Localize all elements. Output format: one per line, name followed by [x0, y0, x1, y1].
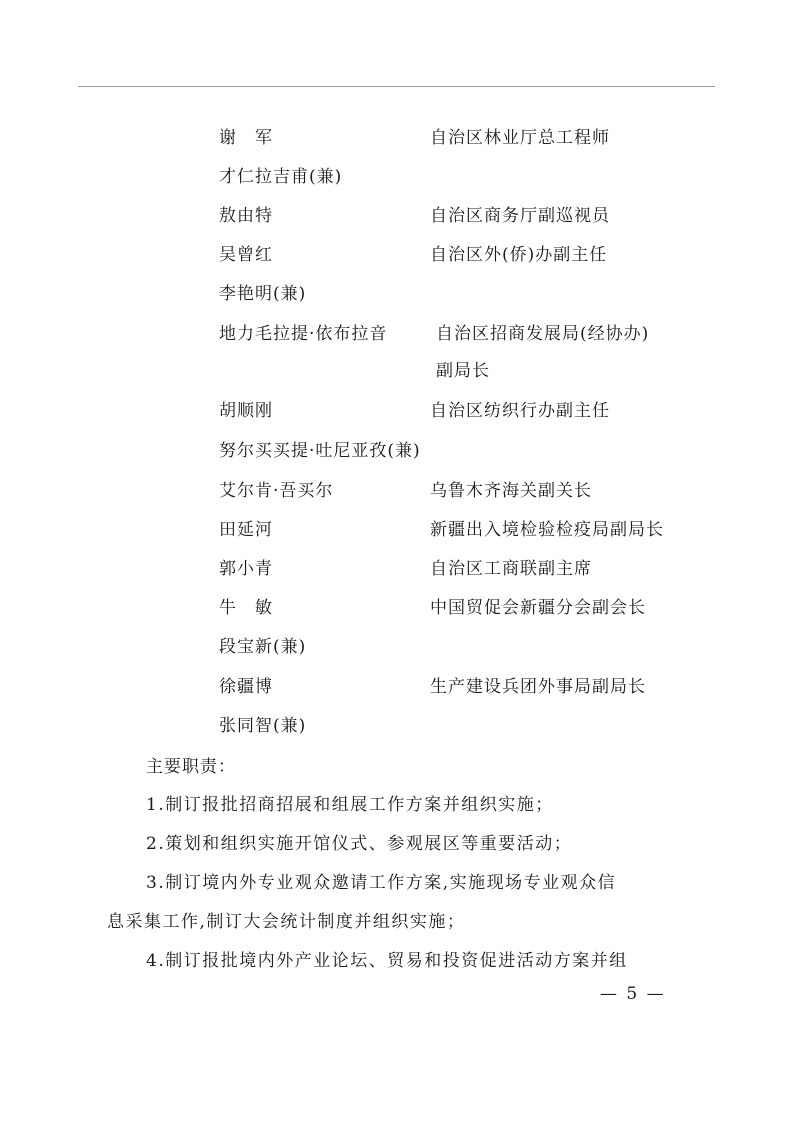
duty-item: 1.制订报批招商招展和组展工作方案并组织实施；	[146, 795, 554, 815]
duty-item-continued: 息采集工作,制订大会统计制度并组织实施；	[107, 912, 466, 932]
member-title: 生产建设兵团外事局副局长	[430, 677, 646, 697]
member-row	[0, 440, 793, 478]
member-row	[0, 519, 793, 557]
member-name: 敖由特	[219, 206, 273, 226]
member-name: 才仁拉吉甫(兼)	[219, 167, 343, 187]
member-name: 努尔买买提·吐尼亚孜(兼)	[219, 441, 421, 461]
member-row	[0, 127, 793, 165]
member-row	[0, 597, 793, 635]
member-name: 胡顺刚	[219, 401, 273, 421]
member-name: 谢 军	[219, 128, 273, 148]
member-name: 吴曾红	[219, 245, 273, 265]
member-row	[0, 558, 793, 596]
member-row	[0, 323, 793, 381]
member-title: 自治区林业厅总工程师	[430, 128, 610, 148]
member-title-continued: 副局长	[436, 361, 490, 381]
member-row	[0, 283, 793, 321]
member-title: 自治区招商发展局(经协办)	[436, 324, 650, 344]
member-title: 自治区纺织行办副主任	[430, 401, 610, 421]
member-name: 郭小青	[219, 559, 273, 579]
member-title: 中国贸促会新疆分会副会长	[430, 598, 646, 618]
duty-item: 3.制订境内外专业观众邀请工作方案,实施现场专业观众信	[146, 873, 617, 893]
member-row	[0, 676, 793, 714]
member-name: 李艳明(兼)	[219, 284, 307, 304]
member-title: 自治区商务厅副巡视员	[430, 206, 610, 226]
member-name: 田延河	[219, 520, 273, 540]
member-name: 张同智(兼)	[219, 716, 307, 736]
member-title: 自治区工商联副主席	[430, 559, 592, 579]
member-name: 艾尔肯·吾买尔	[219, 481, 334, 501]
member-title: 新疆出入境检验检疫局副局长	[430, 520, 664, 540]
header-rule	[78, 86, 715, 87]
member-title: 乌鲁木齐海关副关长	[430, 481, 592, 501]
member-row	[0, 480, 793, 518]
duty-item: 2.策划和组织实施开馆仪式、参观展区等重要活动；	[146, 834, 573, 854]
duty-item: 4.制订报批境内外产业论坛、贸易和投资促进活动方案并组	[146, 951, 628, 971]
member-name: 徐疆博	[219, 677, 273, 697]
member-name: 地力毛拉提·依布拉音	[219, 324, 388, 344]
member-row	[0, 636, 793, 674]
member-row	[0, 715, 793, 753]
member-row	[0, 166, 793, 204]
duties-heading: 主要职责：	[146, 757, 236, 777]
member-row	[0, 205, 793, 243]
member-name: 牛 敏	[219, 598, 273, 618]
member-row	[0, 244, 793, 282]
member-name: 段宝新(兼)	[219, 637, 307, 657]
page-number: — 5 —	[600, 984, 666, 1004]
member-title: 自治区外(侨)办副主任	[430, 245, 608, 265]
member-row	[0, 400, 793, 438]
